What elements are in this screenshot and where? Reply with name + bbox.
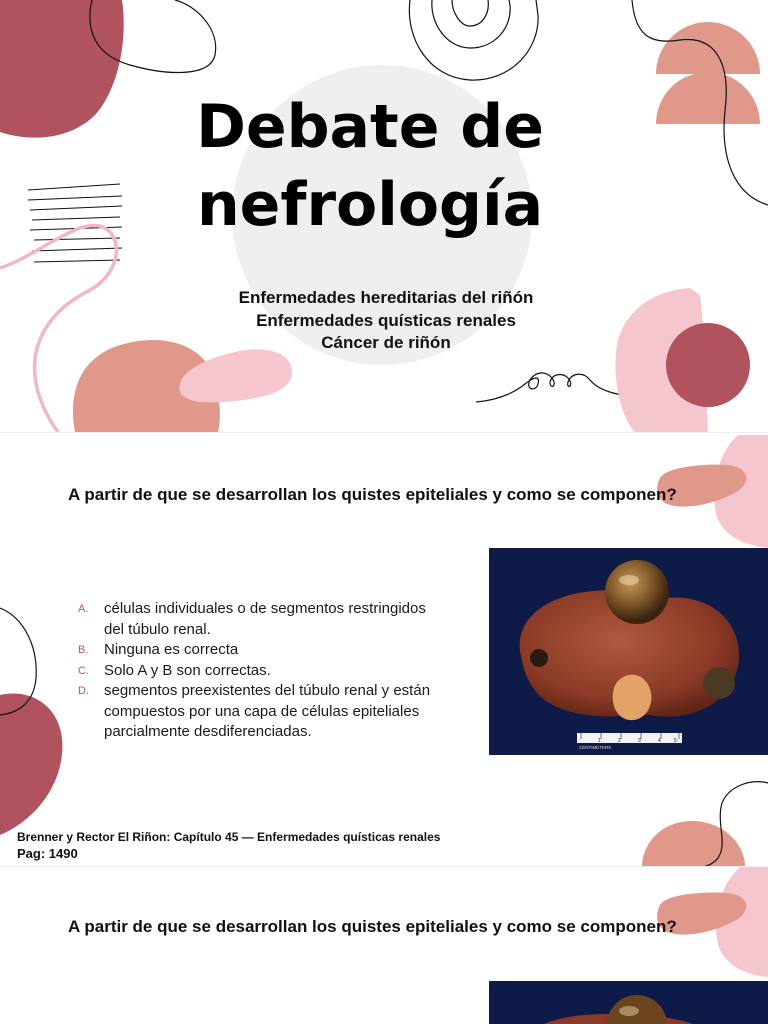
subtitle-line-1: Enfermedades hereditarias del riñón	[238, 288, 534, 307]
question-text: A partir de que se desarrollan los quistes epiteliales y como se componen?	[68, 917, 677, 936]
spiral-lines	[409, 0, 538, 80]
slide-subtitle	[0, 287, 768, 355]
salmon-dome	[642, 821, 745, 866]
ruler	[577, 733, 682, 743]
question-slide	[0, 432, 768, 866]
subtitle-line-2: Enfermedades quísticas renales	[256, 310, 516, 330]
option-text: segmentos preexistentes del túbulo renal y están compuestos por una capa de células epiteliales parcialmente desdiferenciadas.	[104, 682, 431, 740]
citation-page: Pag: 1490	[17, 846, 78, 861]
kidney-specimen-illustration	[489, 981, 768, 1024]
option-d[interactable]	[78, 681, 438, 743]
option-letter: D.	[78, 685, 89, 697]
salmon-semicircle-top	[656, 22, 760, 74]
cyst-small	[530, 649, 548, 667]
option-text: Solo A y B son correctas.	[104, 661, 271, 679]
answer-options	[78, 599, 438, 743]
ruler-label: CENTIMETERS	[579, 745, 612, 750]
question-text: A partir de que se desarrollan los quistes epiteliales y como se componen?	[68, 485, 677, 504]
maroon-blob	[0, 693, 62, 835]
ruler-number-2: 2	[618, 738, 621, 744]
option-letter: C.	[78, 664, 89, 677]
tumor-region	[613, 675, 652, 720]
option-text: Ninguna es correcta	[104, 641, 239, 658]
cyst-large	[605, 560, 669, 624]
option-letter: B.	[78, 644, 89, 656]
title-line-2: nefrología	[196, 170, 544, 240]
citation	[17, 829, 517, 863]
kidney-specimen-illustration	[489, 548, 768, 755]
ruler-number-3: 3	[638, 738, 641, 744]
question-slide-repeat	[0, 866, 768, 1024]
kidney-cyst-photo	[489, 981, 768, 1024]
option-text: células individuales o de segmentos restringidos del túbulo renal.	[104, 600, 426, 638]
option-letter: A.	[78, 603, 89, 615]
slide-title	[0, 88, 740, 244]
cyst-medium	[703, 667, 735, 699]
kidney-cyst-photo	[489, 548, 768, 755]
subtitle-line-3: Cáncer de riñón	[321, 333, 451, 352]
ruler-number-5: 5	[674, 738, 677, 744]
ruler-number-1: 1	[598, 738, 601, 744]
ruler-number-4: 4	[658, 738, 661, 744]
option-b[interactable]	[78, 640, 438, 661]
option-a[interactable]	[78, 599, 438, 640]
citation-source: Brenner y Rector El Riñon: Capítulo 45 — Enfermedades quísticas renales	[17, 830, 441, 844]
title-slide	[0, 0, 768, 432]
option-c[interactable]	[78, 661, 438, 682]
title-line-1: Debate de	[196, 92, 544, 162]
